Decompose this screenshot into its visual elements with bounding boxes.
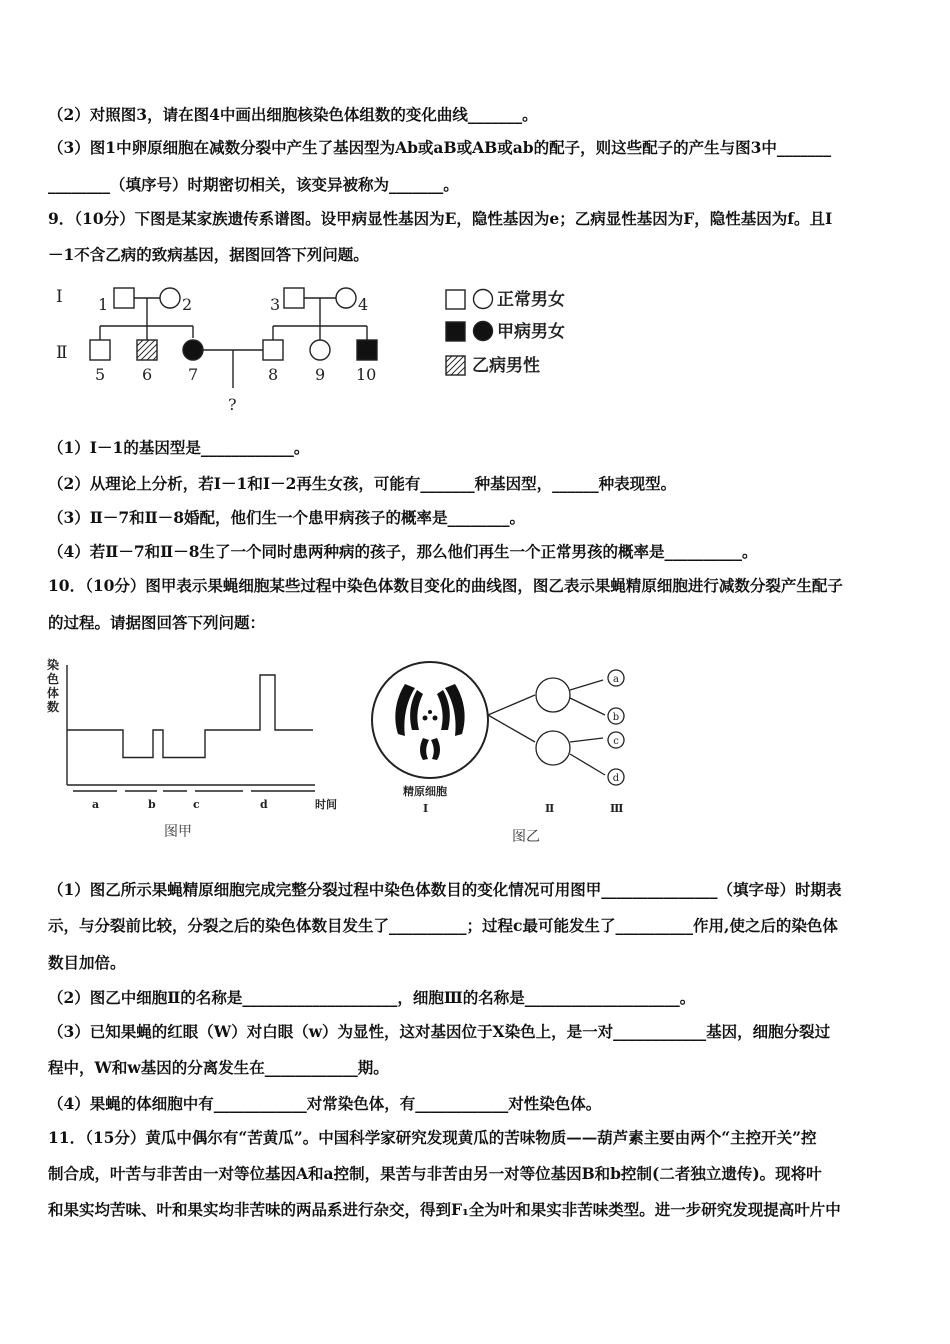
chromosome-curve	[67, 675, 313, 758]
stage-label: Ⅲ	[610, 802, 624, 815]
pedigree-chart	[48, 280, 588, 420]
diagram-title: 图乙	[512, 829, 540, 845]
individual-number: 10	[356, 365, 377, 384]
individual-number: 1	[98, 295, 109, 314]
text-line: 示，与分裂前比较，分裂之后的染色体数目发生了__________；过程c最可能发生了__________作用,使之后的染色体	[48, 916, 838, 935]
text-line: （4）若Ⅱ－7和Ⅱ－8生了一个同时患两种病的孩子，那么他们再生一个正常男孩的概率是__________。	[48, 542, 758, 561]
x-axis-label: 时间	[315, 798, 337, 811]
generation-label: Ⅰ	[56, 287, 63, 307]
question-10-text: 10．（10分）图甲表示果蝇细胞某些过程中染色体数目变化的曲线图，图乙表示果蝇精原细胞进行减数分裂产生配子	[48, 576, 843, 595]
spermatogonium-cell	[372, 662, 488, 778]
x-tick-label: b	[148, 798, 156, 811]
y-axis-label-char: 体	[47, 686, 60, 700]
individual-number: ?	[228, 395, 237, 414]
text-line: （3）已知果蝇的红眼（W）对白眼（w）为显性，这对基因位于X染色上，是一对____________基因，细胞分裂过	[48, 1022, 831, 1041]
text-line: （2）从理论上分析，若Ⅰ－1和Ⅰ－2再生女孩，可能有_______种基因型，______种表现型。	[48, 474, 677, 493]
text-line: （3）图1中卵原细胞在减数分裂中产生了基因型为Ab或aB或AB或ab的配子，则这些配子的产生与图3中_______	[48, 138, 832, 157]
gamete-label: b	[612, 712, 620, 723]
stage-label: Ⅱ	[545, 802, 555, 815]
individual-number: 8	[268, 365, 279, 384]
individual-number: 5	[95, 365, 106, 384]
x-tick-label: d	[260, 798, 268, 811]
gamete-label: d	[612, 773, 620, 784]
legend-label: 乙病男性	[472, 356, 540, 376]
generation-label: Ⅱ	[56, 343, 68, 363]
y-axis-label-char: 数	[47, 700, 60, 714]
individual-number: 7	[188, 365, 199, 384]
y-axis-label-char: 色	[47, 672, 60, 686]
gamete-label: c	[613, 736, 619, 747]
legend-label: 正常男女	[497, 290, 565, 310]
text-line: 数目加倍。	[48, 953, 126, 972]
gamete-label: a	[613, 674, 619, 685]
cell-label: 精原细胞	[403, 785, 447, 798]
x-tick-label: c	[193, 798, 200, 811]
chromosome-number-chart	[45, 655, 345, 850]
y-axis-label-char: 染	[47, 658, 60, 672]
legend-label: 甲病男女	[497, 322, 565, 342]
text-line: －1不含乙病的致病基因，据图回答下列问题。	[48, 245, 369, 264]
stage-label: Ⅰ	[423, 802, 429, 815]
text-line: （2）图乙中细胞Ⅱ的名称是____________________，细胞Ⅲ的名称是____________________。	[48, 988, 696, 1007]
question-11-text: 11．（15分）黄瓜中偶尔有“苦黄瓜”。中国科学家研究发现黄瓜的苦味物质——葫芦素主要由两个“主控开关”控	[48, 1128, 817, 1147]
individual-number: 9	[315, 365, 326, 384]
text-line: （2）对照图3，请在图4中画出细胞核染色体组数的变化曲线_______。	[48, 105, 538, 124]
text-line: 和果实均苦味、叶和果实均非苦味的两品系进行杂交，得到F₁全为叶和果实非苦味类型。进一步研究发现提高叶片中	[48, 1200, 841, 1219]
text-line: 的过程。请据图回答下列问题：	[48, 613, 266, 632]
text-line: （1）Ⅰ－1的基因型是____________。	[48, 438, 310, 457]
individual-number: 6	[142, 365, 153, 384]
text-line: （4）果蝇的体细胞中有____________对常染色体，有____________对性染色体。	[48, 1094, 602, 1113]
question-9-text: 9．（10分）下图是某家族遗传系谱图。设甲病显性基因为E，隐性基因为e；乙病显性基因为F，隐性基因为f。且Ⅰ	[48, 209, 833, 228]
individual-number: 4	[358, 295, 369, 314]
text-line: （3）Ⅱ－7和Ⅱ－8婚配，他们生一个患甲病孩子的概率是________。	[48, 508, 525, 527]
text-line: 程中，W和w基因的分离发生在____________期。	[48, 1058, 389, 1077]
spermatogonium-division-diagram	[365, 660, 645, 850]
text-line: 制合成，叶苦与非苦由一对等位基因A和a控制，果苦与非苦由另一对等位基因B和b控制(二者独立遗传)。现将叶	[48, 1164, 822, 1183]
x-tick-label: a	[92, 798, 100, 811]
text-line: （1）图乙所示果蝇精原细胞完成完整分裂过程中染色体数目的变化情况可用图甲_______________（填字母）时期表	[48, 880, 842, 899]
chart-title: 图甲	[164, 824, 192, 840]
text-line: ________（填序号）时期密切相关，该变异被称为_______。	[48, 175, 459, 194]
individual-number: 2	[182, 295, 193, 314]
individual-number: 3	[270, 295, 281, 314]
